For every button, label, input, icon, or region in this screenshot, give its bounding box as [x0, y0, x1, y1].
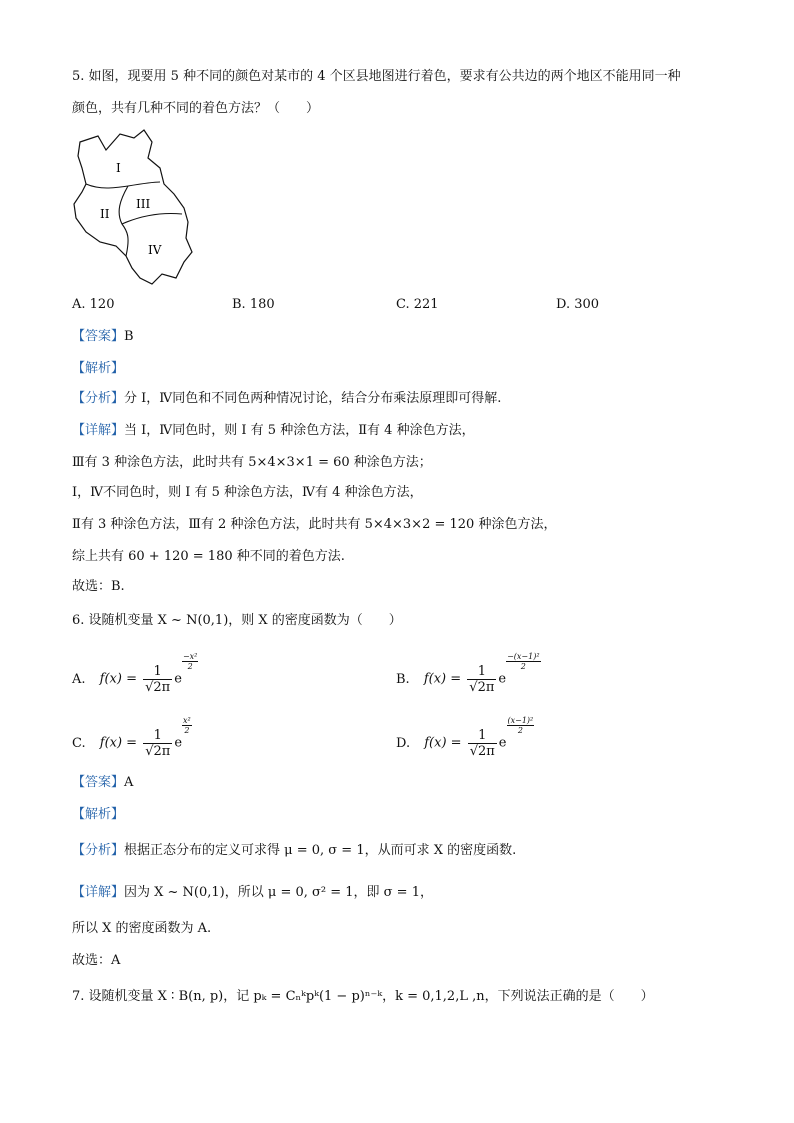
fraction	[143, 664, 172, 696]
q6-xiangjie-2: 所以 X 的密度函数为 A.	[72, 921, 212, 936]
denominator: √2π	[145, 679, 171, 695]
exp-den: 2	[520, 662, 526, 671]
q5-stem-line2: 颜色，共有几种不同的着色方法？（ ）	[72, 101, 320, 116]
q6-option-b	[396, 652, 541, 696]
q5-xiangjie-3: I，Ⅳ不同色时，则 I 有 5 种涂色方法，Ⅳ有 4 种涂色方法，	[72, 485, 423, 500]
q7-stem: 7. 设随机变量 X ∶ B(n, p)，记 pₖ = Cₙᵏpᵏ(1 − p)ⁿ⁻ᵏ，k = 0,1,2,L ,n，下列说法正确的是（ ）	[72, 989, 654, 1004]
q5-option-a: A. 120	[72, 297, 115, 312]
q5-xiangjie-1	[72, 422, 475, 440]
q5-choose: 故选：B.	[72, 579, 125, 594]
fraction	[468, 728, 497, 760]
exponent: $\frac{\text{−x²}}{2}$	[182, 652, 198, 671]
exp-num: x²	[189, 652, 198, 661]
xiangjie-tag: 【详解】	[72, 885, 125, 900]
exp-den: 2	[517, 726, 523, 735]
map-label-III: III	[136, 197, 151, 211]
denominator: √2π	[469, 743, 495, 759]
q5-answer	[72, 328, 134, 346]
q6-option-a	[72, 652, 198, 696]
numerator: 1	[468, 728, 497, 744]
map-border-1	[86, 182, 160, 188]
numerator: 1	[467, 664, 496, 680]
q6-fenxi	[72, 842, 516, 860]
fx-label: f(x) =	[99, 735, 138, 751]
map-label-IV: IV	[148, 243, 162, 257]
q6-option-d	[396, 716, 534, 760]
option-letter: C.	[72, 735, 86, 751]
exp-num: (x−1)²	[513, 652, 540, 661]
q5-fenxi	[72, 390, 501, 408]
map-label-I: I	[116, 161, 121, 175]
numerator: 1	[143, 664, 172, 680]
numerator: 1	[143, 728, 172, 744]
fenxi-tag: 【分析】	[72, 843, 125, 858]
region-map-figure	[70, 128, 200, 288]
fenxi-text: 根据正态分布的定义可求得 μ = 0, σ = 1，从而可求 X 的密度函数.	[124, 843, 517, 858]
exp-num: (x−1)²	[507, 716, 534, 725]
q6-stem: 6. 设随机变量 X ~ N(0,1)，则 X 的密度函数为（ ）	[72, 613, 402, 628]
map-border-2	[119, 186, 128, 256]
exponent: $\frac{\text{−(x−1)²}}{2}$	[507, 652, 540, 671]
q5-option-d: D. 300	[556, 297, 600, 312]
map-label-II: II	[100, 207, 110, 221]
q6-choose: 故选：A	[72, 953, 121, 968]
exp-den: 2	[187, 662, 193, 671]
fenxi-tag: 【分析】	[72, 391, 125, 406]
q5-option-c: C. 221	[396, 297, 439, 312]
q5-xiangjie-5: 综上共有 60 + 120 = 180 种不同的着色方法.	[72, 549, 345, 564]
fraction	[467, 664, 496, 696]
option-letter: A.	[72, 671, 86, 687]
xiangjie-tag: 【详解】	[72, 423, 125, 438]
exp-num: x²	[183, 716, 191, 725]
map-outline	[74, 130, 192, 284]
xiangjie-text: 当 I，Ⅳ同色时，则 I 有 5 种涂色方法，Ⅱ有 4 种涂色方法，	[124, 423, 475, 438]
q5-xiangjie-2: Ⅲ有 3 种涂色方法，此时共有 5×4×3×1 = 60 种涂色方法；	[72, 455, 432, 470]
denominator: √2π	[469, 679, 495, 695]
q5-analysis-tag: 【解析】	[72, 361, 125, 376]
fx-label: f(x) =	[424, 735, 462, 751]
exponent	[507, 716, 535, 735]
exponent	[182, 716, 192, 735]
fx-label: f(x) =	[99, 671, 137, 687]
exp-den: 2	[184, 726, 190, 735]
q6-answer	[72, 774, 133, 792]
exp-base: e	[174, 735, 183, 751]
xiangjie-text: 因为 X ~ N(0,1)，所以 μ = 0, σ² = 1，即 σ = 1，	[124, 885, 433, 900]
answer-tag: 【答案】	[72, 775, 125, 790]
fx-label: f(x) =	[423, 671, 462, 687]
answer-value: A	[124, 775, 134, 790]
exp-base: e	[174, 671, 182, 687]
denominator: √2π	[145, 743, 171, 759]
exp-base: e	[498, 735, 507, 751]
answer-tag: 【答案】	[72, 329, 125, 344]
q6-option-c	[72, 716, 192, 760]
option-letter: D.	[396, 735, 411, 751]
exp-base: e	[498, 671, 507, 687]
q6-analysis-tag: 【解析】	[72, 807, 125, 822]
q5-stem-line1: 5. 如图，现要用 5 种不同的颜色对某市的 4 个区县地图进行着色，要求有公共边的两个地区不能用同一种	[72, 69, 681, 84]
map-border-3	[122, 213, 182, 224]
answer-value: B	[124, 329, 134, 344]
q5-option-b: B. 180	[232, 297, 275, 312]
q5-xiangjie-4: Ⅱ有 3 种涂色方法，Ⅲ有 2 种涂色方法，此时共有 5×4×3×2 = 120 种涂色方法，	[72, 517, 557, 532]
option-letter: B.	[396, 671, 410, 687]
fenxi-text: 分 I，Ⅳ同色和不同色两种情况讨论，结合分布乘法原理即可得解.	[124, 391, 502, 406]
q6-xiangjie-1	[72, 884, 433, 902]
fraction	[143, 728, 172, 760]
